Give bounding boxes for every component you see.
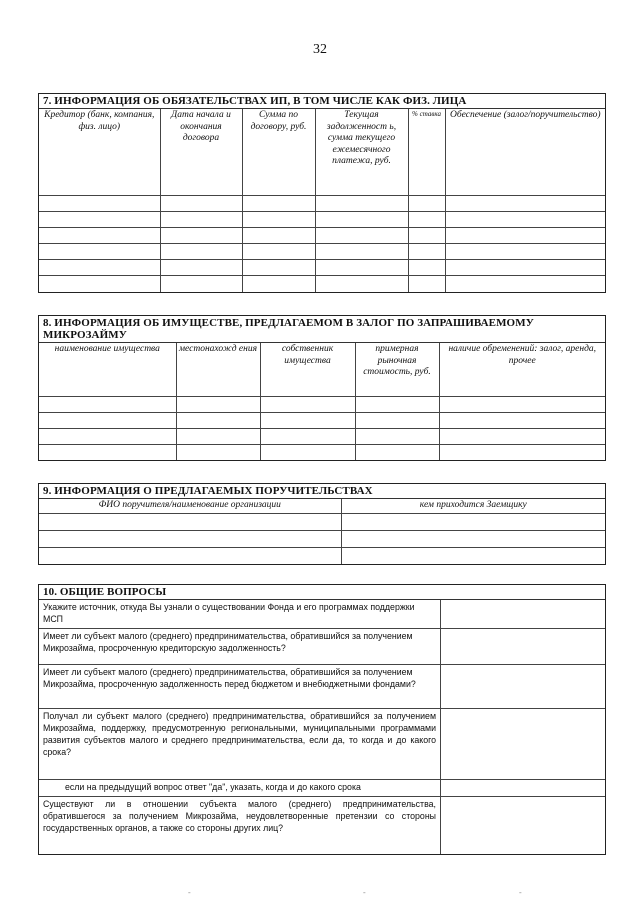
section-7-title: 7. ИНФОРМАЦИЯ ОБ ОБЯЗАТЕЛЬСТВАХ ИП, В ТОМ ЧИСЛЕ КАК ФИЗ. ЛИЦА xyxy=(39,94,605,109)
question-text: Имеет ли субъект малого (среднего) предпринимательства, обратившийся за получением Микрозайма, просроченную кредиторскую задолженность? xyxy=(39,628,441,664)
question-row xyxy=(39,664,605,708)
answer-cell[interactable] xyxy=(441,664,606,708)
scan-mark: - xyxy=(519,888,522,897)
general-questions-table xyxy=(39,600,605,854)
answer-cell[interactable] xyxy=(441,796,606,854)
section-9-guarantees xyxy=(38,483,606,565)
col-rate: % ставка xyxy=(408,109,445,195)
table-row xyxy=(39,275,605,292)
col-contract-sum: Сумма по договору, руб. xyxy=(242,109,315,195)
col-guarantor-name: ФИО поручителя/наименование организации xyxy=(39,499,341,513)
question-row xyxy=(39,708,605,779)
question-text: если на предыдущий вопрос ответ "да", указать, когда и до какого срока xyxy=(39,779,441,796)
section-8-title: 8. ИНФОРМАЦИЯ ОБ ИМУЩЕСТВЕ, ПРЕДЛАГАЕМОМ В ЗАЛОГ ПО ЗАПРАШИВАЕМОМУ МИКРОЗАЙМУ xyxy=(39,316,605,343)
question-text: Имеет ли субъект малого (среднего) предпринимательства, обратившийся за получением Микрозайма, просроченную задолженность перед бюджетом и внебюджетными фондами? xyxy=(39,664,441,708)
table-header-row xyxy=(39,499,605,513)
question-row xyxy=(39,779,605,796)
guarantees-table xyxy=(39,499,605,564)
section-10-title: 10. ОБЩИЕ ВОПРОСЫ xyxy=(39,585,605,600)
scan-mark: - xyxy=(363,888,366,897)
col-current-debt: Текущая задолженност ь, сумма текущего ежемесячного платежа, руб. xyxy=(315,109,408,195)
table-row xyxy=(39,530,605,547)
col-creditor: Кредитор (банк, компания, физ. лицо) xyxy=(39,109,160,195)
table-row xyxy=(39,211,605,227)
table-header-row xyxy=(39,109,605,195)
answer-cell[interactable] xyxy=(441,779,606,796)
table-row xyxy=(39,195,605,211)
table-row xyxy=(39,259,605,275)
section-7-obligations xyxy=(38,93,606,293)
section-10-general-questions xyxy=(38,584,606,855)
table-row xyxy=(39,547,605,564)
question-text: Существуют ли в отношении субъекта малого (среднего) предпринимательства, обратившегося за получением Микрозайма, неудовлетворенные претензии со стороны государственных органов, а также со стороны других лиц? xyxy=(39,796,441,854)
col-location: местонахожд ения xyxy=(176,343,260,396)
table-header-row xyxy=(39,343,605,396)
page-number: 32 xyxy=(313,42,327,57)
scan-mark: - xyxy=(188,888,191,897)
section-9-title: 9. ИНФОРМАЦИЯ О ПРЕДЛАГАЕМЫХ ПОРУЧИТЕЛЬСТВАХ xyxy=(39,484,605,499)
table-row xyxy=(39,513,605,530)
col-contract-dates: Дата начала и окончания договора xyxy=(160,109,242,195)
table-row xyxy=(39,227,605,243)
question-row xyxy=(39,628,605,664)
question-row xyxy=(39,796,605,854)
col-owner: собственник имущества xyxy=(260,343,355,396)
table-row xyxy=(39,396,605,412)
answer-cell[interactable] xyxy=(441,628,606,664)
table-row xyxy=(39,412,605,428)
table-row xyxy=(39,444,605,460)
question-text: Получал ли субъект малого (среднего) предпринимательства, обратившийся за получением Микрозайма, поддержку, предусмотренную региональными, муниципальными программами развития субъектов малого и среднего предпринимательства, если да, то когда и до какого срока? xyxy=(39,708,441,779)
col-market-value: примерная рыночная стоимость, руб. xyxy=(355,343,439,396)
col-security: Обеспечение (залог/поручительство) xyxy=(445,109,605,195)
col-encumbrances: наличие обременений: залог, аренда, прочее xyxy=(439,343,605,396)
question-text: Укажите источник, откуда Вы узнали о существовании Фонда и его программах поддержки МСП xyxy=(39,600,441,628)
table-row xyxy=(39,243,605,259)
answer-cell[interactable] xyxy=(441,708,606,779)
obligations-table xyxy=(39,109,605,292)
table-row xyxy=(39,428,605,444)
question-row xyxy=(39,600,605,628)
col-relation: кем приходится Заемщику xyxy=(341,499,605,513)
section-8-collateral xyxy=(38,315,606,461)
answer-cell[interactable] xyxy=(441,600,606,628)
collateral-table xyxy=(39,343,605,460)
col-property-name: наименование имущества xyxy=(39,343,176,396)
